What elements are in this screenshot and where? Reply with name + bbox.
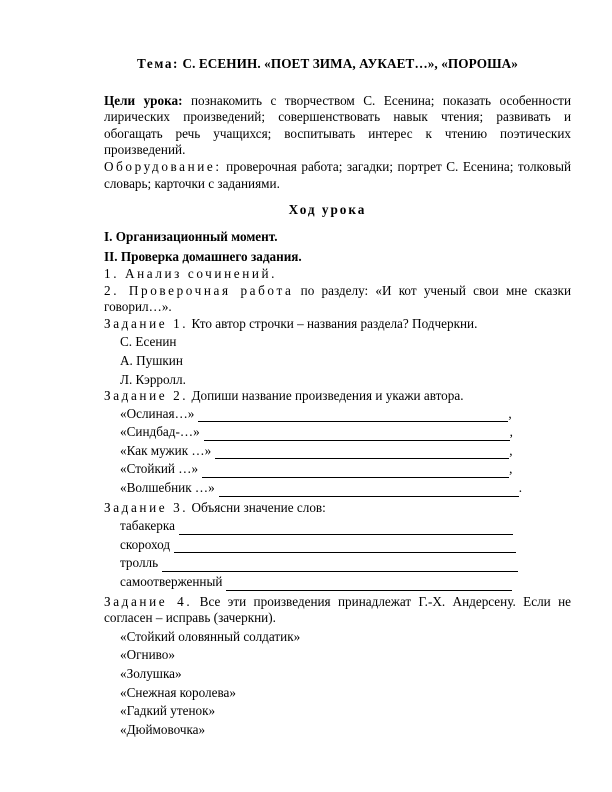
task-2-label: Задание 2. [104, 388, 189, 404]
equipment-paragraph [83, 159, 571, 192]
task-2-item: «Стойкий …» [120, 461, 199, 477]
task-4-work: «Стойкий оловянный солдатик» [120, 628, 301, 644]
task-3-fill-row [120, 537, 571, 554]
task-2-end: , [509, 424, 513, 440]
task-4-work: «Золушка» [120, 666, 182, 681]
item-2-prefix: 2. Проверочная работа [104, 282, 294, 298]
task-4-list [104, 629, 571, 739]
answer-line [219, 485, 519, 497]
answer-line [198, 410, 508, 422]
task-1-option: С. Есенин [120, 334, 177, 350]
goals-text: познакомить с творчеством С. Есенина; показать особенности лирических произведений; совершенствовать навык чтения; развивать и обогащать речь учащихся; воспитывать интерес к чтению поэтических произведений. [104, 92, 572, 158]
task-4-work: «Гадкий утенок» [120, 703, 216, 719]
task-2-end: , [508, 405, 512, 421]
item-2-paragraph [83, 283, 571, 316]
item-2-text: по разделу: «И кот ученый свои мне сказки говорил…». [104, 282, 571, 315]
task-2 [104, 388, 571, 405]
task-3-fill-row [120, 555, 571, 572]
task-3-word: скороход [120, 536, 171, 552]
task-1-option: Л. Кэрролл. [120, 371, 186, 387]
section-2-heading: II. Проверка домашнего задания. [104, 249, 302, 265]
page-title [84, 56, 571, 73]
task-2-end: . [518, 480, 523, 496]
task-4-text: Все эти произведения принадлежат Г.-Х. Андерсену. Если не согласен – исправь (зачеркни). [104, 593, 571, 626]
task-1-label: Задание 1. [104, 315, 189, 331]
task-2-lines [104, 406, 571, 497]
task-3-lines [104, 518, 571, 590]
task-4-work: «Дюймовочка» [120, 721, 206, 737]
task-2-item: «Синдбад-…» [120, 424, 200, 440]
answer-line [174, 541, 516, 553]
section-1-heading: I. Организационный момент. [104, 228, 278, 244]
task-1-options [104, 334, 571, 388]
task-2-item: «Как мужик …» [120, 442, 212, 458]
title-prefix: Тема: [137, 56, 180, 71]
goals-label: Цели урока: [104, 92, 183, 108]
task-1-option: А. Пушкин [120, 352, 183, 368]
lesson-heading: Ход урока [288, 202, 367, 218]
equipment-label: Оборудование: [104, 158, 222, 174]
task-2-text: Допиши название произведения и укажи автора. [188, 388, 464, 404]
task-2-end: , [509, 461, 513, 477]
task-4-paragraph [83, 594, 571, 627]
task-4-work: «Огниво» [120, 647, 175, 663]
answer-line [162, 560, 518, 572]
task-2-fill-row [120, 424, 571, 441]
task-4-work: «Снежная королева» [120, 684, 236, 700]
task-2-end: , [509, 442, 513, 458]
task-1 [104, 316, 571, 333]
goals-paragraph [83, 93, 571, 159]
answer-line [202, 466, 509, 478]
task-3-fill-row [120, 574, 571, 591]
task-2-item: «Волшебник …» [120, 480, 215, 496]
answer-line [226, 579, 512, 591]
task-3 [104, 500, 571, 517]
task-2-fill-row [120, 461, 571, 478]
item-1: 1. Анализ сочинений. [104, 265, 278, 281]
task-3-label: Задание 3. [104, 499, 189, 515]
task-3-word: самоотверженный [120, 574, 223, 590]
task-3-text: Объясни значение слов: [188, 499, 326, 515]
task-2-fill-row [120, 480, 571, 497]
equipment-text: проверочная работа; загадки; портрет С. Есенина; толковый словарь; карточки с заданиями. [104, 158, 571, 191]
task-3-fill-row [120, 518, 571, 535]
task-1-text: Кто автор строчки – названия раздела? Подчеркни. [188, 315, 478, 331]
task-4-label: Задание 4. [104, 593, 193, 609]
task-2-fill-row [120, 406, 571, 423]
task-3-word: табакерка [120, 518, 175, 534]
task-3-word: тролль [120, 555, 159, 571]
answer-line [204, 429, 510, 441]
title-text: С. ЕСЕНИН. «ПОЕТ ЗИМА, АУКАЕТ…», «ПОРОША» [179, 56, 518, 71]
answer-line [215, 447, 509, 459]
answer-line [179, 523, 513, 535]
task-2-fill-row [120, 443, 571, 460]
task-2-item: «Ослиная…» [120, 405, 195, 421]
